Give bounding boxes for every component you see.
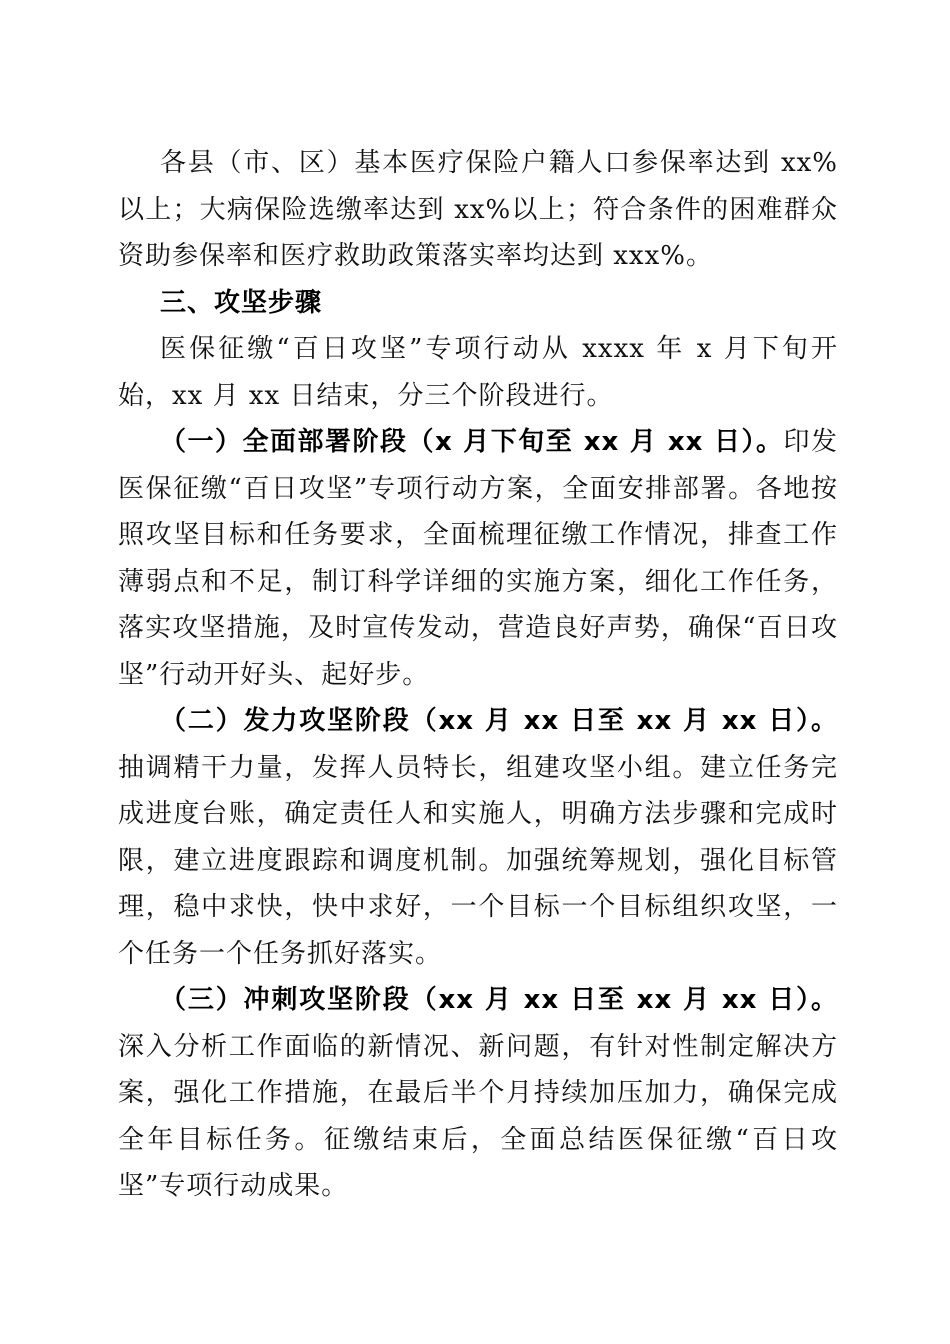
stage-3-heading: （三）冲刺攻坚阶段（xx 月 xx 日至 xx 月 xx 日）。 [160,985,838,1015]
paragraph-schedule: 医保征缴“百日攻坚”专项行动从 xxxx 年 x 月下旬开始，xx 月 xx 日结束，分三个阶段进行。 [118,334,838,411]
stage-3-text: 深入分析工作面临的新情况、新问题，有针对性制定解决方案，强化工作措施，在最后半个月持续加压加力，确保完成全年目标任务。征缴结束后，全面总结医保征缴“百日攻坚”专项行动成果。 [118,1031,838,1201]
section-heading-steps: 三、攻坚步骤 [160,287,323,318]
stage-1-heading: （一）全面部署阶段（x 月下旬至 xx 月 xx 日）。 [160,427,784,457]
paragraph-stage-3 [118,977,838,1210]
stage-2-text: 抽调精干力量，发挥人员特长，组建攻坚小组。建立任务完成进度台账，确定责任人和实施人，明确方法步骤和完成时限，建立进度跟踪和调度机制。加强统筹规划，强化目标管理，稳中求快，快中求好，一个目标一个目标组织攻坚，一个任务一个任务抓好落实。 [118,752,838,969]
stage-1-text: 印发医保征缴“百日攻坚”专项行动方案，全面安排部署。各地按照攻坚目标和任务要求，全面梳理征缴工作情况，排查工作薄弱点和不足，制订科学详细的实施方案，细化工作任务，落实攻坚措施，及时宣传发动，营造良好声势，确保“百日攻坚”行动开好头、起好步。 [118,427,838,690]
paragraph-stage-2 [118,698,838,977]
paragraph-targets: 各县（市、区）基本医疗保险户籍人口参保率达到 xx%以上；大病保险选缴率达到 xx%以上；符合条件的困难群众资助参保率和医疗救助政策落实率均达到 xxx%。 [118,148,838,271]
document-body [118,140,838,1210]
stage-2-heading: （二）发力攻坚阶段（xx 月 xx 日至 xx 月 xx 日）。 [160,706,838,736]
paragraph-stage-1 [118,419,838,698]
